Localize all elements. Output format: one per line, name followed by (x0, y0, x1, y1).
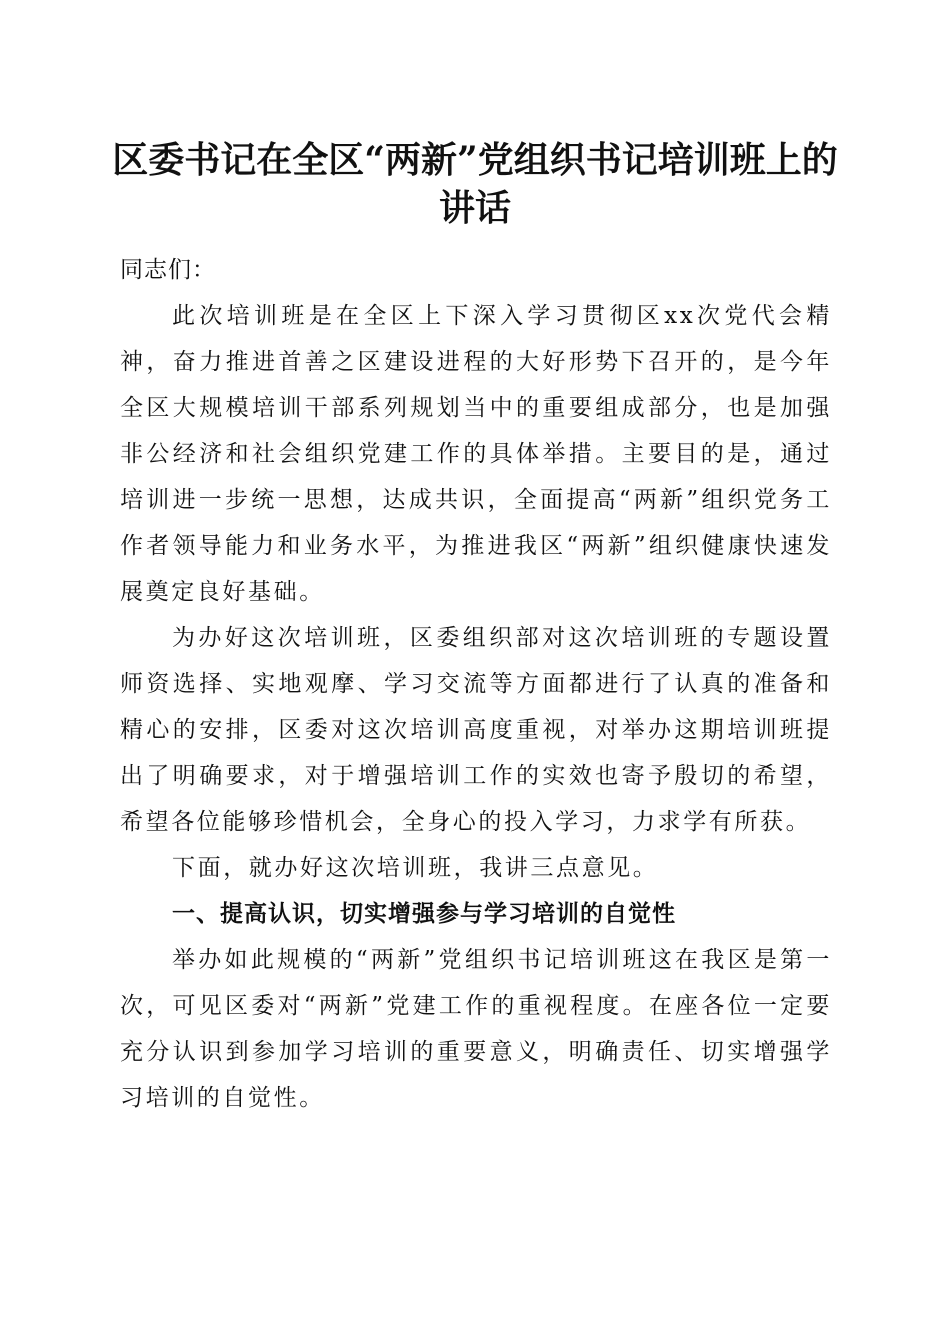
paragraph-intro-points: 下面，就办好这次培训班，我讲三点意见。 (172, 855, 659, 881)
document-body (120, 247, 832, 1121)
paragraph-section-1: 举办如此规模的“两新”党组织书记培训班这在我区是第一次，可见区委对“两新”党建工作的重视程度。在座各位一定要充分认识到参加学习培训的重要意义，明确责任、切实增强学习培训的自觉性。 (120, 947, 832, 1111)
paragraph-preparation: 为办好这次培训班，区委组织部对这次培训班的专题设置师资选择、实地观摩、学习交流等方面都进行了认真的准备和精心的安排，区委对这次培训高度重视，对举办这期培训班提出了明确要求，对于增强培训工作的实效也寄予殷切的希望，希望各位能够珍惜机会，全身心的投入学习，力求学有所获。 (120, 625, 832, 835)
section-heading-1: 一、提高认识，切实增强参与学习培训的自觉性 (172, 901, 676, 927)
paragraph-purpose: 此次培训班是在全区上下深入学习贯彻区xx次党代会精神，奋力推进首善之区建设进程的大好形势下召开的，是今年全区大规模培训干部系列规划当中的重要组成部分，也是加强非公经济和社会组织党建工作的具体举措。主要目的是，通过培训进一步统一思想，达成共识，全面提高“两新”组织党务工作者领导能力和业务水平，为推进我区“两新”组织健康快速发展奠定良好基础。 (120, 303, 832, 605)
document-title: 区委书记在全区“两新”党组织书记培训班上的讲话 (112, 139, 838, 229)
salutation: 同志们： (120, 257, 216, 283)
